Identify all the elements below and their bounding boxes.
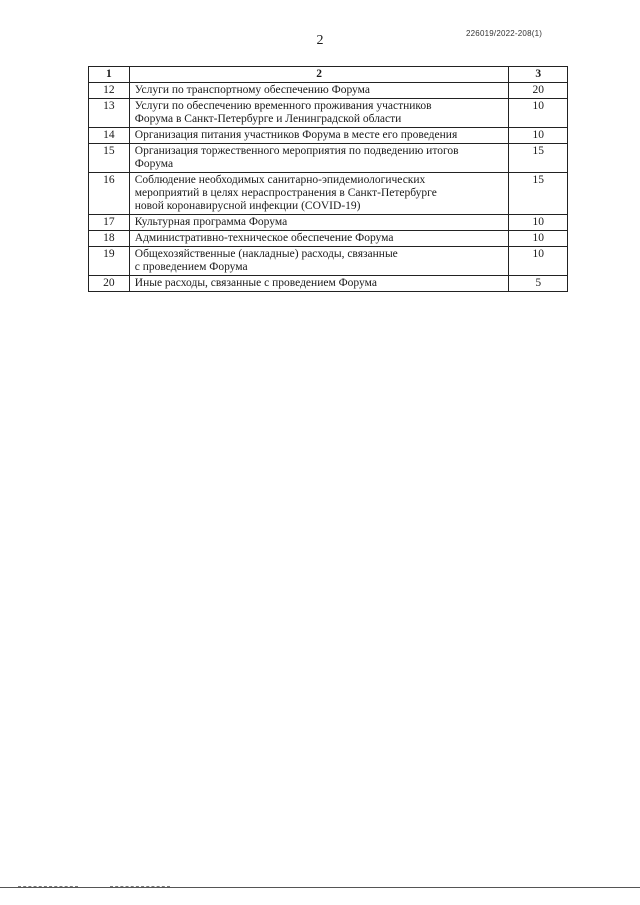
row-value: 10: [509, 231, 568, 247]
row-name: Административно-техническое обеспечение Форума: [129, 231, 509, 247]
row-name: Услуги по обеспечению временного проживания участников Форума в Санкт-Петербурге и Ленинградской области: [129, 99, 509, 128]
row-value: 10: [509, 99, 568, 128]
row-value: 10: [509, 128, 568, 144]
table-row: [89, 173, 568, 215]
row-value: 15: [509, 144, 568, 173]
cost-table: [88, 66, 568, 292]
table-row: [89, 247, 568, 276]
table-row: [89, 144, 568, 173]
scan-mark: [110, 886, 170, 887]
row-value: 15: [509, 173, 568, 215]
table-row: [89, 276, 568, 292]
row-value: 5: [509, 276, 568, 292]
row-value: 20: [509, 83, 568, 99]
row-number: 18: [89, 231, 130, 247]
page-number: 2: [316, 33, 324, 48]
row-number: 12: [89, 83, 130, 99]
table-row: [89, 83, 568, 99]
scan-bottom-edge: [0, 887, 640, 888]
row-name: Общехозяйственные (накладные) расходы, связанные с проведением Форума: [129, 247, 509, 276]
column-header-2: 2: [129, 67, 509, 83]
row-value: 10: [509, 215, 568, 231]
table-header-row: [89, 67, 568, 83]
row-number: 14: [89, 128, 130, 144]
column-header-1: 1: [89, 67, 130, 83]
row-name: Услуги по транспортному обеспечению Форума: [129, 83, 509, 99]
table-row: [89, 128, 568, 144]
row-value: 10: [509, 247, 568, 276]
document-id: 226019/2022-208(1): [466, 29, 543, 38]
row-name: Соблюдение необходимых санитарно-эпидемиологических мероприятий в целях нераспространения в Санкт-Петербурге новой коронавирусной инфекции (COVID-19): [129, 173, 509, 215]
row-name: Иные расходы, связанные с проведением Форума: [129, 276, 509, 292]
row-number: 17: [89, 215, 130, 231]
scan-mark: [18, 886, 78, 887]
table-row: [89, 215, 568, 231]
table-row: [89, 99, 568, 128]
row-number: 19: [89, 247, 130, 276]
row-number: 15: [89, 144, 130, 173]
column-header-3: 3: [509, 67, 568, 83]
row-number: 20: [89, 276, 130, 292]
row-name: Организация питания участников Форума в месте его проведения: [129, 128, 509, 144]
row-number: 16: [89, 173, 130, 215]
row-name: Культурная программа Форума: [129, 215, 509, 231]
row-number: 13: [89, 99, 130, 128]
row-name: Организация торжественного мероприятия по подведению итогов Форума: [129, 144, 509, 173]
table-row: [89, 231, 568, 247]
